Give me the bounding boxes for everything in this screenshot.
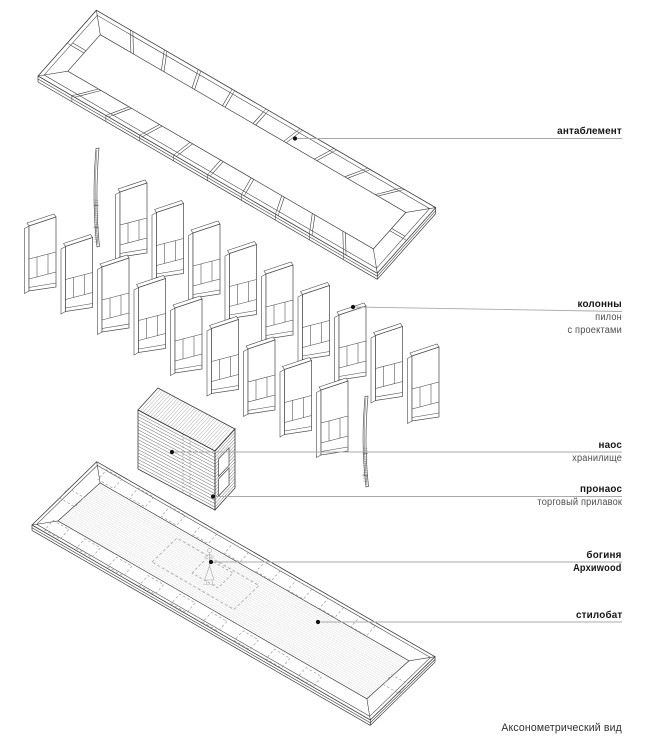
annotation-sub: пилон	[595, 312, 622, 323]
annotation-term: богиня	[586, 549, 622, 561]
view-caption: Аксонометрический вид	[501, 722, 622, 734]
annotation-columns	[564, 298, 622, 336]
annotation-term: пронаос	[579, 483, 622, 495]
annotation-entablature	[553, 125, 622, 138]
annotation-naos	[569, 439, 622, 465]
annotation-term: колонны	[577, 298, 622, 310]
annotation-term: стилобат	[575, 609, 622, 621]
annotation-sub: Архиwood	[573, 563, 622, 574]
annotation-sub: торговый прилавок	[537, 497, 622, 508]
annotation-sub: с проектами	[567, 324, 622, 336]
naos-box	[138, 388, 235, 510]
annotation-sub: хранилище	[572, 453, 622, 464]
annotation-stylobate	[573, 609, 622, 622]
annotation-term: антаблемент	[557, 125, 622, 137]
stylobate-platform	[32, 462, 435, 726]
annotation-pronaos	[532, 483, 622, 509]
annotation-goddess	[570, 549, 622, 575]
annotation-term: наос	[598, 439, 622, 451]
